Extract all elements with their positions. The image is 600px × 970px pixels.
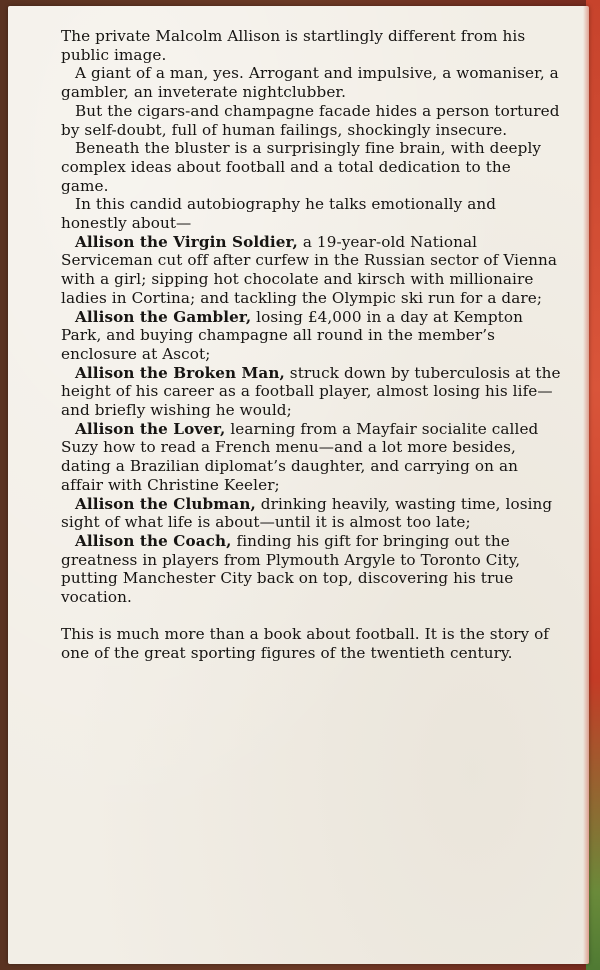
section-heading: Allison the Gambler, (75, 307, 252, 326)
section-lover (61, 420, 561, 495)
section-virgin-soldier (61, 233, 561, 308)
section-body: a 19-year-old National Serviceman cut off after curfew in the Russian sector of Vienna with a girl; sipping hot chocolate and kirsch with millionaire ladies in Cortina; and tackling the Olympic ski run for a dare; (61, 232, 558, 307)
section-body: losing £4,000 in a day at Kempton Park, and buying champagne all round in the member’s enclosure at Ascot; (61, 307, 524, 363)
section-heading: Allison the Coach, (75, 531, 232, 550)
section-body: learning from a Mayfair socialite called Suzy how to read a French menu—and a lot more besides, dating a Brazilian diplomat’s daughter, and carrying on an affair with Christine Keeler; (61, 419, 539, 494)
section-body: finding his gift for bringing out the greatness in players from Plymouth Argyle to Toronto City, putting Manchester City back on top, discovering his true vocation. (61, 531, 521, 607)
book-back-cover (8, 6, 589, 964)
section-heading: Allison the Clubman, (75, 494, 256, 513)
section-body: drinking heavily, wasting time, losing sight of what life is about—until it is almost too late; (61, 494, 553, 532)
blurb-paragraph-1: The private Malcolm Allison is startlingly different from his public image. (61, 27, 526, 64)
blurb-paragraph-3: But the cigars-and champagne facade hides a person tortured by self-doubt, full of human failings, shockingly insecure. (61, 101, 560, 139)
blurb-paragraph-4: Beneath the bluster is a surprisingly fine brain, with deeply complex ideas about football and a total dedication to the game. (61, 139, 542, 195)
section-gambler (61, 308, 561, 364)
blurb-paragraph-5: In this candid autobiography he talks emotionally and honestly about— (61, 195, 497, 233)
closing-paragraph: This is much more than a book about football. It is the story of one of the great sporting figures of the twentieth century. (61, 624, 550, 662)
section-clubman (61, 495, 561, 532)
section-coach (61, 532, 561, 607)
section-heading: Allison the Broken Man, (75, 363, 285, 382)
section-heading: Allison the Virgin Soldier, (75, 232, 298, 251)
blurb-text-block (61, 27, 561, 662)
section-broken-man (61, 364, 561, 420)
blurb-paragraph-2: A giant of a man, yes. Arrogant and impulsive, a womaniser, a gambler, an inveterate nightclubber. (61, 64, 559, 102)
section-heading: Allison the Lover, (75, 419, 226, 438)
section-body: struck down by tuberculosis at the height of his career as a football player, almost losing his life—and briefly wishing he would; (61, 363, 561, 420)
